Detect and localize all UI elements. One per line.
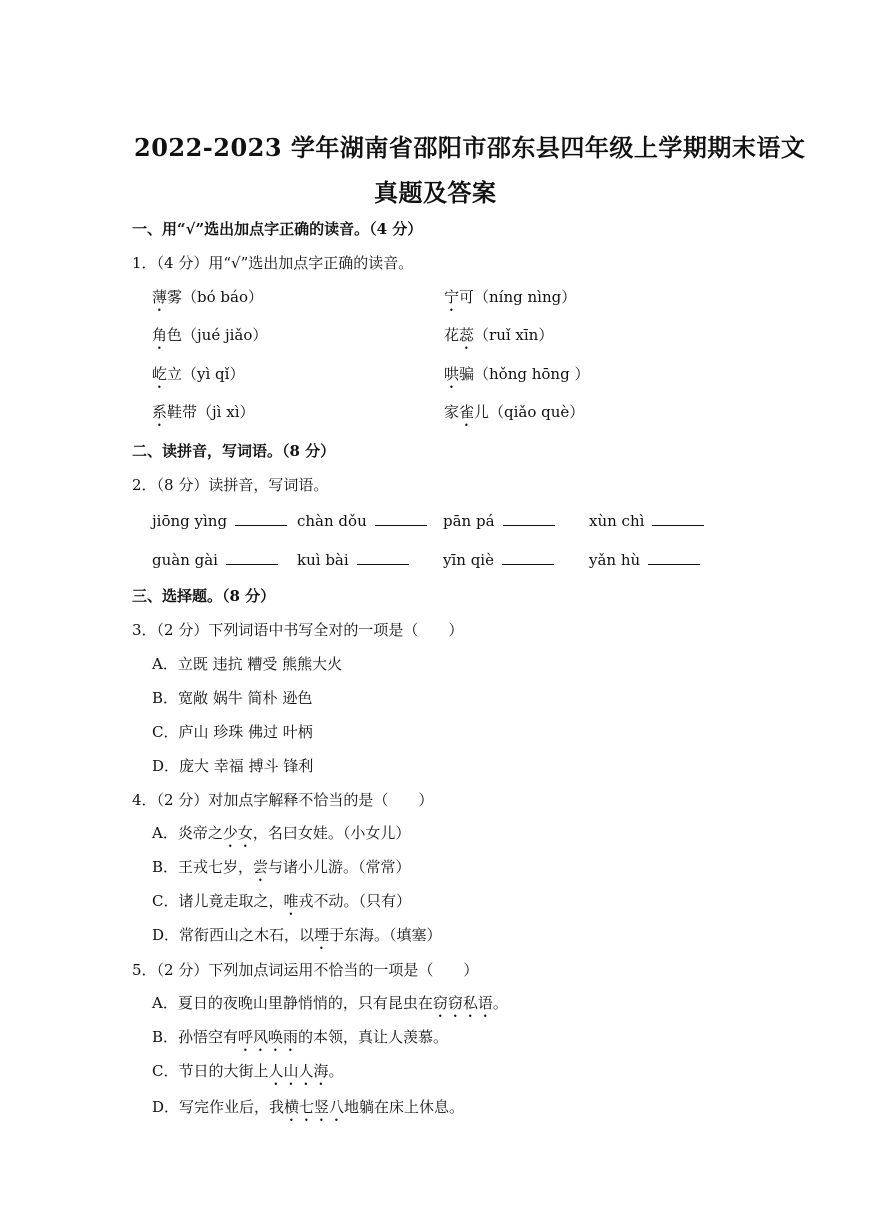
section1-heading: 一、用“√”选出加点字正确的读音。（4 分） [132,220,423,238]
section3-heading: 三、选择题。（8 分） [132,587,276,605]
q1-item-8: 家雀儿（qiǎo què） [444,403,585,421]
pinyin-item-6: kuì bài [297,550,409,569]
pinyin-item-5: guàn gài [152,550,278,569]
answer-blank[interactable] [375,511,427,526]
q1-item-2: 宁可（níng nìng） [444,288,577,306]
section2-heading: 二、读拼音，写词语。（8 分） [132,442,336,460]
q4-option-a: A．炎帝之少女，名曰女娃。（小女儿） [152,824,411,842]
q3-option-c: C．庐山 珍珠 佛过 叶柄 [152,723,313,741]
q1-item-1: 薄雾（bó báo） [152,288,263,306]
q1-item-5: 屹立（yì qǐ） [152,365,245,383]
answer-blank[interactable] [648,550,700,565]
q3-option-b: B．宽敞 娲牛 简朴 逊色 [152,689,313,707]
question1-stem: 1．（4 分）用“√”选出加点字正确的读音。 [132,254,414,272]
question3-stem: 3．（2 分）下列词语中书写全对的一项是（ ） [132,621,464,639]
answer-blank[interactable] [226,550,278,565]
q5-option-d: D．写完作业后，我横七竖八地躺在床上休息。 [152,1098,465,1116]
pinyin-item-1: jiōng yìng [152,511,287,530]
page-title-line1: 2022-2023 学年湖南省邵阳市邵东县四年级上学期期末语文 [134,133,806,162]
q5-option-c: C．节日的大街上人山人海。 [152,1062,344,1080]
q4-option-c: C．诸儿竟走取之，唯戎不动。（只有） [152,892,412,910]
q4-option-d: D．常衔西山之木石，以堙于东海。（填塞） [152,926,442,944]
answer-blank[interactable] [503,511,555,526]
answer-blank[interactable] [235,511,287,526]
q5-option-a: A．夏日的夜晚山里静悄悄的，只有昆虫在窃窃私语。 [152,994,508,1012]
q1-item-4: 花蕊（ruǐ xīn） [444,326,554,344]
question5-stem: 5．（2 分）下列加点词运用不恰当的一项是（ ） [132,961,479,979]
q1-item-6: 哄骗（hǒng hōng ） [444,365,590,383]
pinyin-item-2: chàn dǒu [297,511,427,530]
pinyin-item-3: pān pá [443,511,555,530]
question4-stem: 4．（2 分）对加点字解释不恰当的是（ ） [132,791,434,809]
question2-stem: 2．（8 分）读拼音，写词语。 [132,476,329,494]
pinyin-item-7: yīn qiè [443,550,554,569]
q3-option-d: D．庞大 幸福 搏斗 锋利 [152,757,314,775]
q5-option-b: B．孙悟空有呼风唤雨的本领，真让人羡慕。 [152,1028,449,1046]
page-title-line2: 真题及答案 [374,178,497,207]
pinyin-item-8: yǎn hù [589,550,700,569]
pinyin-item-4: xùn chì [589,511,704,530]
answer-blank[interactable] [357,550,409,565]
answer-blank[interactable] [652,511,704,526]
answer-blank[interactable] [502,550,554,565]
q4-option-b: B．王戎七岁，尝与诸小儿游。（常常） [152,858,411,876]
q1-item-7: 系鞋带（jì xì） [152,403,255,421]
q3-option-a: A．立既 违抗 糟受 熊熊大火 [152,655,343,673]
q1-item-3: 角色（jué jiǎo） [152,326,268,344]
